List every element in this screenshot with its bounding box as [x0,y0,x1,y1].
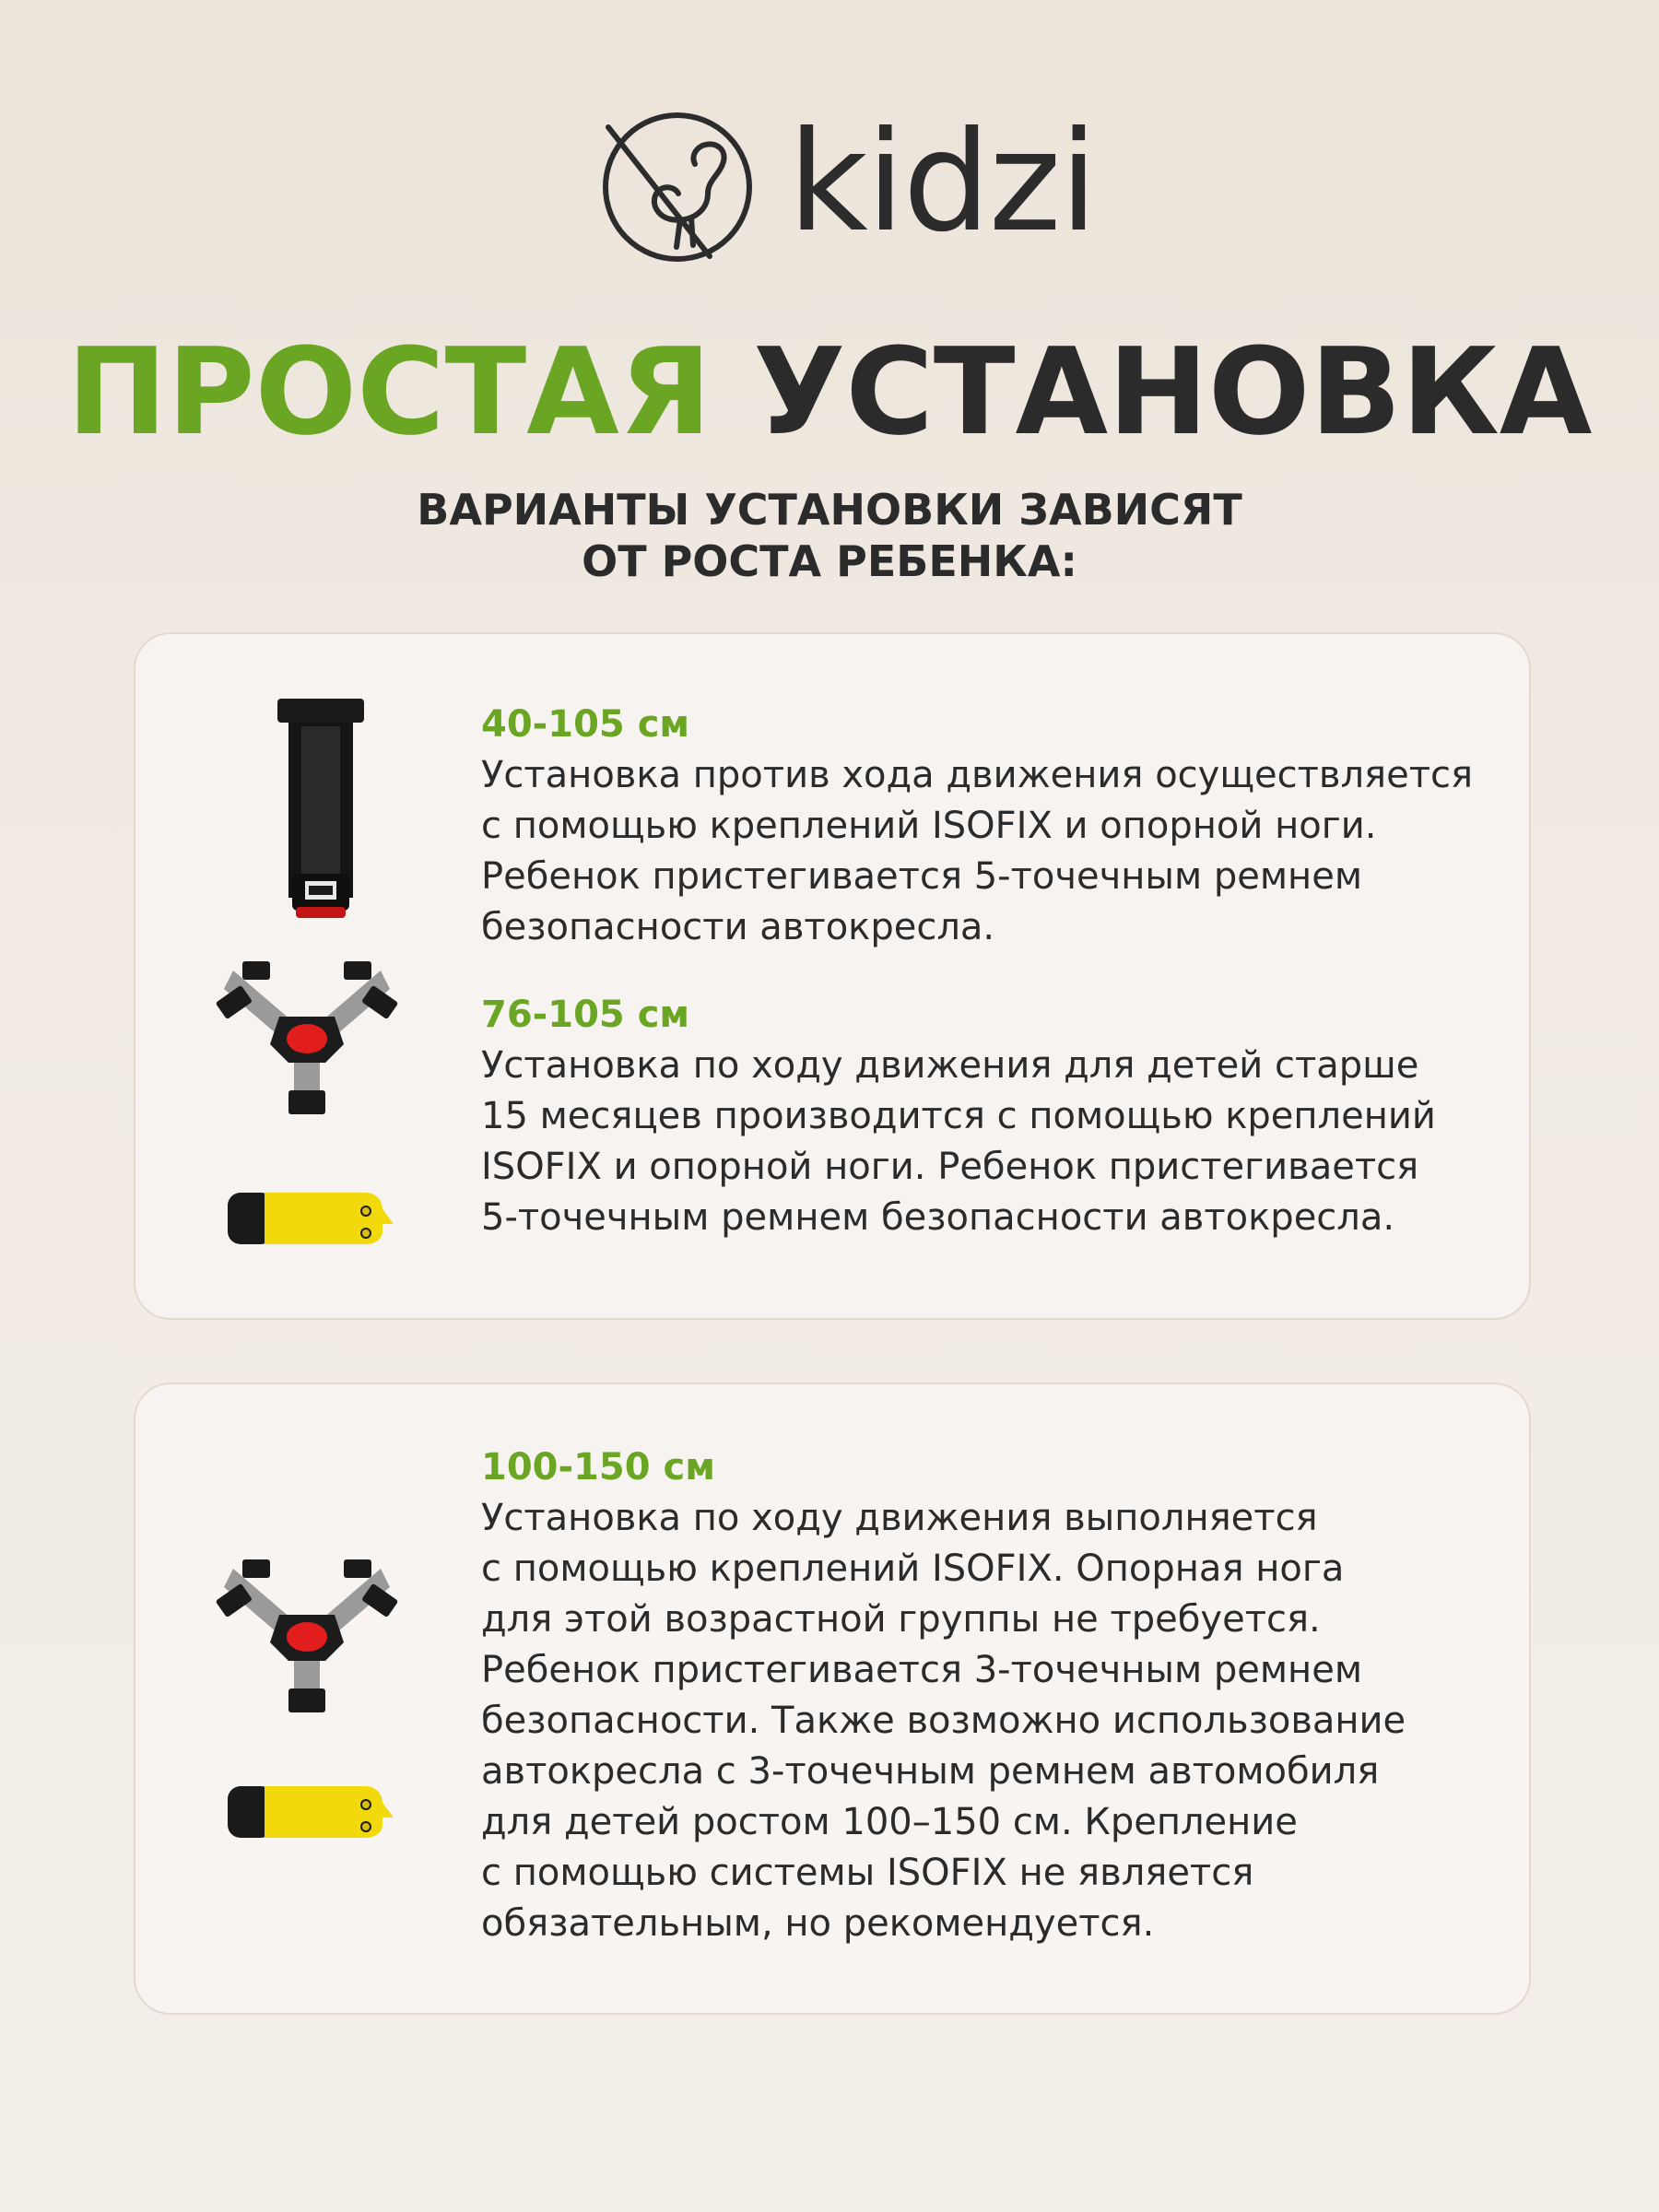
option-description: Установка против хода движения осуществляется с помощью креплений ISOFIX и опорной ноги. Ребенок пристегивается 5-точечным ремнем безопасности автокресла. [481,754,1474,948]
option-76-105 [481,989,1513,1243]
bird-circle-icon [599,109,756,265]
option-100-150 [481,1441,1513,1949]
option-range: 76-105 см [481,994,690,1036]
option-40-105 [481,699,1513,953]
title-green-word: ПРОСТАЯ [66,322,712,462]
install-card-1 [134,632,1531,1320]
option-range: 40-105 см [481,703,690,746]
isofix-connector-icon [228,1187,394,1252]
option-range: 100-150 см [481,1446,715,1488]
harness-buckle-icon [215,1559,399,1716]
support-leg-icon [270,699,371,920]
option-description: Установка по ходу движения выполняется с помощью креплений ISOFIX. Опорная нога для этой возрастной группы не требуется. Ребенок пристегивается 3-точечным ремнем безопасности. Также возможно использование автокресла с 3-точечным ремнем автомобиля для детей ростом 100–150 см. Крепление с помощью системы ISOFIX не является обязательным, но рекомендуется. [481,1497,1406,1945]
isofix-connector-icon [228,1781,394,1845]
option-description: Установка по ходу движения для детей старше 15 месяцев производится с помощью креплений ISOFIX и опорной ноги. Ребенок пристегивается 5-точечным ремнем безопасности автокресла. [481,1044,1436,1239]
page-title [0,318,1659,465]
install-card-2 [134,1382,1531,2015]
subtitle-line-1: ВАРИАНТЫ УСТАНОВКИ ЗАВИСЯТ [417,485,1242,535]
harness-buckle-icon [215,961,399,1118]
brand-logo [599,102,1097,263]
title-dark-word: УСТАНОВКА [753,322,1593,462]
subtitle-line-2: ОТ РОСТА РЕБЕНКА: [582,536,1077,586]
brand-name: kidzi [788,102,1097,263]
subtitle [0,484,1659,587]
